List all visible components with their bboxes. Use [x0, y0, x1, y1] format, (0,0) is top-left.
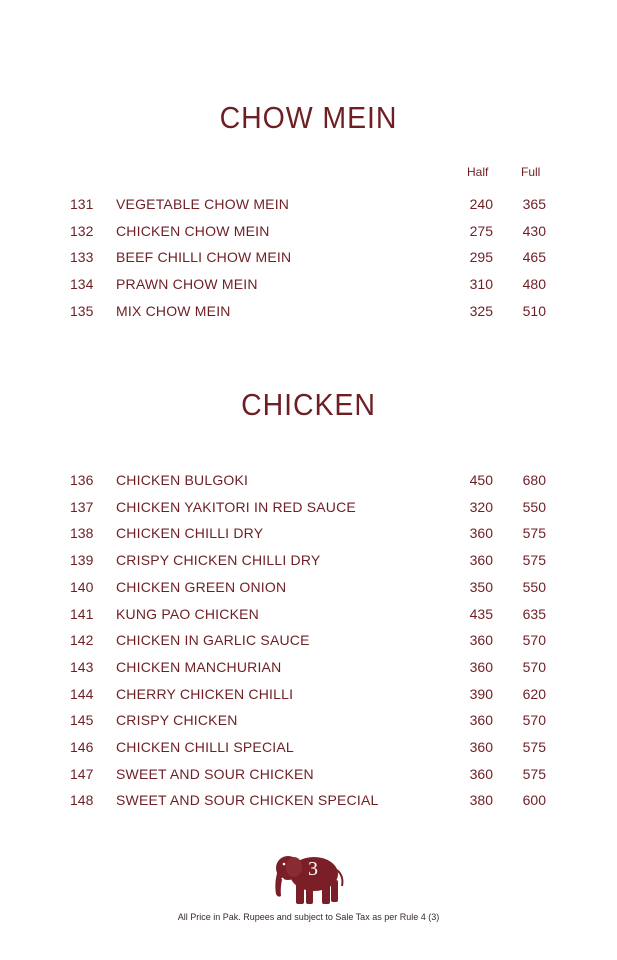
price-full: 570 [522, 632, 546, 649]
price-half: 360 [469, 765, 493, 782]
price-full: 600 [522, 792, 546, 809]
price-half: 360 [469, 525, 493, 542]
item-name: CHICKEN GREEN ONION [116, 578, 287, 595]
item-number: 131 [70, 196, 94, 212]
item-number: 133 [70, 249, 94, 266]
item-name: CHICKEN CHOW MEIN [116, 222, 270, 239]
price-full: 480 [522, 276, 546, 293]
price-full: 365 [522, 196, 546, 212]
item-name: VEGETABLE CHOW MEIN [116, 196, 290, 212]
item-number: 135 [70, 302, 94, 319]
column-header-half: Half [467, 165, 489, 179]
menu-item-row [0, 632, 617, 656]
menu-item-row [0, 739, 617, 763]
price-half: 450 [469, 472, 493, 488]
item-number: 148 [70, 792, 94, 809]
menu-item-row [0, 552, 617, 576]
item-name: PRAWN CHOW MEIN [116, 276, 258, 293]
column-header-full: Full [521, 165, 541, 179]
price-full: 575 [522, 765, 546, 782]
price-full: 635 [522, 605, 546, 622]
price-half: 310 [469, 276, 493, 293]
price-full: 575 [522, 525, 546, 542]
item-number: 137 [70, 498, 94, 515]
price-half: 360 [469, 552, 493, 569]
menu-item-row [0, 766, 617, 790]
menu-item-row [0, 223, 617, 247]
menu-item-row [0, 606, 617, 630]
menu-item-row [0, 712, 617, 736]
item-name: SWEET AND SOUR CHICKEN SPECIAL [116, 792, 379, 809]
price-full: 550 [522, 498, 546, 515]
price-half: 380 [469, 792, 493, 809]
item-name: CRISPY CHICKEN [116, 712, 238, 729]
price-half: 350 [469, 578, 493, 595]
price-full: 550 [522, 578, 546, 595]
price-half: 360 [469, 739, 493, 755]
menu-item-row [0, 659, 617, 683]
item-number: 146 [70, 739, 94, 755]
menu-item-row [0, 579, 617, 603]
item-name: CRISPY CHICKEN CHILLI DRY [116, 552, 321, 569]
item-name: CHICKEN BULGOKI [116, 472, 249, 488]
menu-item-row [0, 525, 617, 549]
price-full: 575 [522, 552, 546, 569]
price-full: 465 [522, 249, 546, 266]
item-number: 147 [70, 765, 94, 782]
price-half: 325 [469, 302, 493, 319]
item-number: 143 [70, 658, 94, 675]
item-number: 144 [70, 685, 94, 702]
footer-price-note: All Price in Pak. Rupees and subject to Sale Tax as per Rule 4 (3) [177, 912, 440, 922]
item-number: 145 [70, 712, 94, 729]
item-name: CHERRY CHICKEN CHILLI [116, 685, 294, 702]
price-half: 360 [469, 658, 493, 675]
item-name: CHICKEN IN GARLIC SAUCE [116, 632, 310, 649]
menu-item-row [0, 792, 617, 816]
menu-item-row [0, 196, 617, 220]
price-half: 295 [469, 249, 493, 266]
price-full: 570 [522, 712, 546, 729]
price-half: 435 [469, 605, 493, 622]
item-number: 136 [70, 472, 94, 488]
item-number: 132 [70, 222, 94, 239]
item-name: CHICKEN YAKITORI IN RED SAUCE [116, 498, 356, 515]
price-half: 240 [469, 196, 493, 212]
page-number: 3 [308, 858, 318, 880]
price-full: 570 [522, 658, 546, 675]
item-name: CHICKEN MANCHURIAN [116, 658, 282, 675]
price-half: 360 [469, 632, 493, 649]
item-number: 142 [70, 632, 94, 649]
price-half: 320 [469, 498, 493, 515]
menu-item-row [0, 249, 617, 273]
price-full: 430 [522, 222, 546, 239]
price-full: 680 [522, 472, 546, 488]
price-full: 575 [522, 739, 546, 755]
menu-item-row [0, 276, 617, 300]
menu-item-row [0, 686, 617, 710]
menu-item-row [0, 472, 617, 496]
item-number: 134 [70, 276, 94, 293]
item-name: CHICKEN CHILLI DRY [116, 525, 264, 542]
price-full: 620 [522, 685, 546, 702]
item-number: 141 [70, 605, 94, 622]
item-number: 140 [70, 578, 94, 595]
item-name: CHICKEN CHILLI SPECIAL [116, 739, 294, 755]
item-name: BEEF CHILLI CHOW MEIN [116, 249, 292, 266]
item-name: MIX CHOW MEIN [116, 302, 231, 319]
section-title-chicken: CHICKEN [241, 387, 376, 422]
price-full: 510 [522, 302, 546, 319]
item-number: 138 [70, 525, 94, 542]
item-name: SWEET AND SOUR CHICKEN [116, 765, 314, 782]
item-name: KUNG PAO CHICKEN [116, 605, 259, 622]
elephant-logo [272, 848, 346, 913]
section-title-chow-mein: CHOW MEIN [219, 100, 398, 135]
price-half: 390 [469, 685, 493, 702]
menu-item-row [0, 499, 617, 523]
menu-item-row [0, 303, 617, 327]
item-number: 139 [70, 552, 94, 569]
price-half: 360 [469, 712, 493, 729]
price-half: 275 [469, 222, 493, 239]
